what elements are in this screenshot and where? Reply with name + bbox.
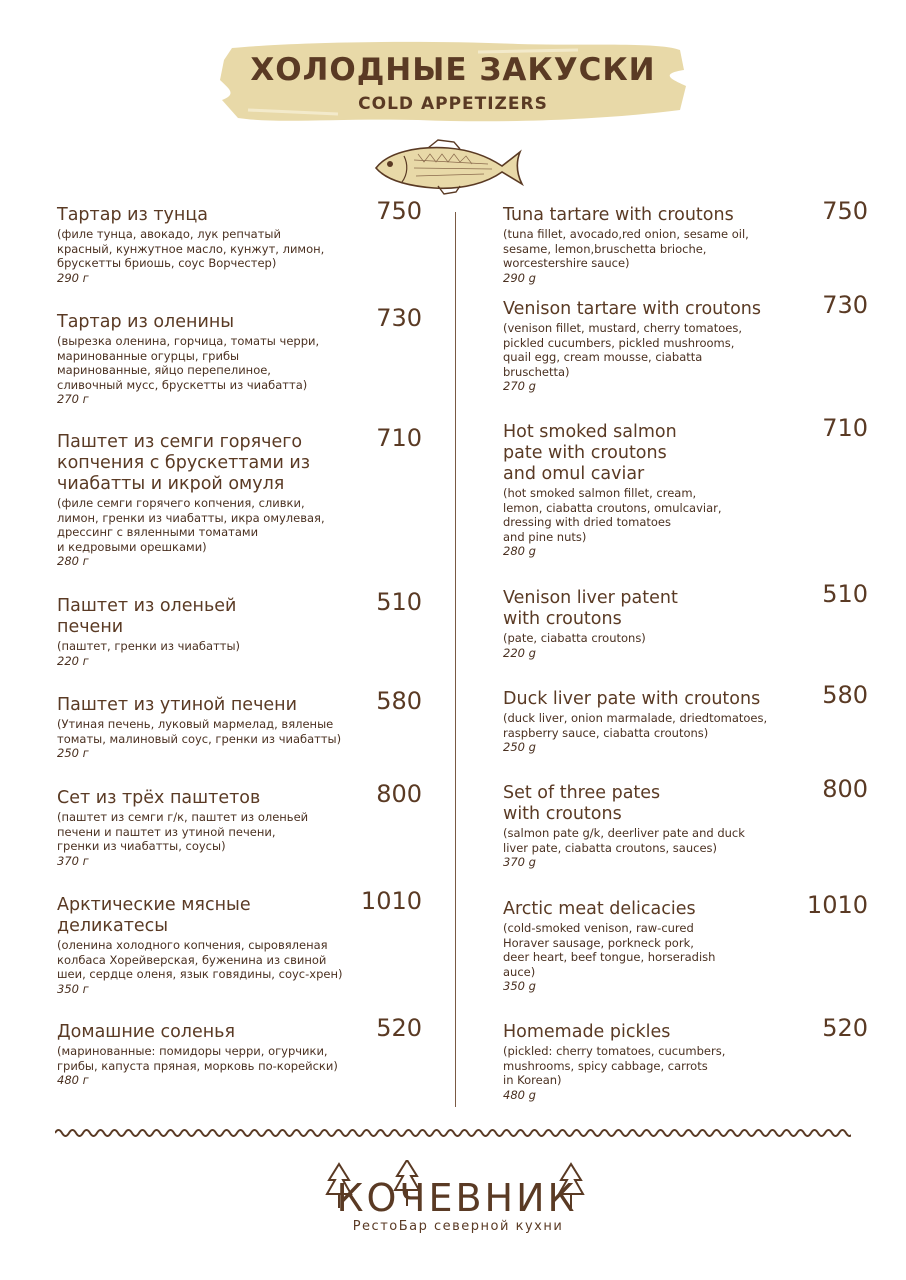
item-price: 580	[822, 681, 868, 709]
item-name: Venison tartare with croutons	[503, 299, 762, 319]
menu-item-en	[503, 197, 868, 285]
logo-tagline: РестоБар северной кухни	[352, 1219, 564, 1234]
item-description: (cold-smoked venison, raw-cured Horaver sausage, porkneck pork, deer heart, beef tongue, horseradish auce)	[503, 921, 716, 979]
item-description: (оленина холодного копчения, сыровяленая колбаса Хорейверская, буженина из свиной шеи, сердце оленя, язык говядины, соус-хрен)	[57, 938, 343, 981]
title-en: COLD APPETIZERS	[358, 94, 548, 114]
item-name: Сет из трёх паштетов	[57, 788, 261, 808]
item-price: 800	[376, 780, 422, 808]
menu-item-en	[503, 580, 868, 660]
item-description: (филе семги горячего копчения, сливки, лимон, гренки из чиабатты, икра омулевая, дрессинг с вяленными томатами и кедровыми орешками)	[57, 496, 325, 554]
item-price: 710	[822, 414, 868, 442]
item-description: (duck liver, onion marmalade, driedtomatoes, raspberry sauce, ciabatta croutons)	[503, 711, 768, 740]
item-price: 580	[376, 687, 422, 715]
menu-item-en	[503, 414, 868, 558]
item-weight: 290 g	[503, 270, 536, 285]
item-price: 1010	[806, 891, 868, 919]
item-description: (pate, ciabatta croutons)	[503, 631, 646, 645]
item-description: (salmon pate g/k, deerliver pate and duck liver pate, ciabatta croutons, sauces)	[503, 826, 745, 855]
item-description: (маринованные: помидоры черри, огурчики, грибы, капуста пряная, морковь по-корейски)	[57, 1044, 338, 1073]
item-description: (паштет, гренки из чиабатты)	[57, 639, 241, 653]
item-weight: 270 g	[503, 379, 536, 393]
item-price: 1010	[360, 887, 422, 915]
item-price: 750	[376, 197, 422, 225]
item-price: 520	[822, 1014, 868, 1042]
logo-wordmark: КОЧЕВНИК	[336, 1176, 578, 1220]
item-price: 750	[822, 197, 868, 225]
item-weight: 370 г	[57, 853, 89, 868]
column-divider	[455, 212, 456, 1107]
item-name: Tuna tartare with croutons	[503, 205, 734, 225]
item-description: (pickled: cherry tomatoes, cucumbers, mushrooms, spicy cabbage, carrots in Korean)	[503, 1044, 726, 1087]
item-weight: 280 г	[57, 554, 89, 568]
menu-item-ru	[57, 780, 422, 868]
item-weight: 480 г	[57, 1073, 89, 1087]
item-weight: 220 г	[57, 653, 89, 668]
item-weight: 480 g	[503, 1087, 536, 1102]
menu-item-ru	[57, 1014, 422, 1087]
item-price: 800	[822, 775, 868, 803]
menu-item-ru	[57, 304, 422, 406]
menu-item-en	[503, 891, 868, 993]
item-name: Set of three pates with croutons	[503, 783, 661, 824]
item-name: Домашние соленья	[57, 1022, 236, 1042]
menu-item-en	[503, 681, 868, 754]
item-name: Hot smoked salmon pate with croutons and omul caviar	[503, 422, 677, 484]
item-name: Паштет из семги горячего копчения с брускеттами из чиабатты и икрой омуля	[57, 432, 311, 494]
item-name: Паштет из оленьей печени	[57, 596, 237, 637]
item-description: (hot smoked salmon fillet, cream, lemon, ciabatta croutons, omulcaviar, dressing with dried tomatoes and pine nuts)	[503, 486, 722, 544]
item-weight: 290 г	[57, 270, 89, 285]
item-name: Duck liver pate with croutons	[503, 689, 761, 709]
item-weight: 250 g	[503, 740, 536, 754]
item-price: 710	[376, 424, 422, 452]
menu-item-en	[503, 291, 868, 393]
item-description: (venison fillet, mustard, cherry tomatoes, pickled cucumbers, pickled mushrooms, quail egg, cream mousse, ciabatta bruschetta)	[503, 321, 742, 379]
item-price: 510	[376, 588, 422, 616]
item-price: 730	[822, 291, 868, 319]
menu-item-ru	[57, 887, 422, 996]
menu-item-en	[503, 775, 868, 869]
item-name: Arctic meat delicacies	[503, 899, 696, 919]
menu-item-ru	[57, 687, 422, 760]
menu-item-ru	[57, 197, 422, 285]
item-description: (паштет из семги г/к, паштет из оленьей печени и паштет из утиной печени, гренки из чиабатты, соусы)	[57, 810, 309, 853]
item-weight: 250 г	[57, 746, 89, 760]
item-price: 520	[376, 1014, 422, 1042]
item-name: Паштет из утиной печени	[57, 695, 297, 715]
item-name: Venison liver patent with croutons	[503, 588, 678, 629]
item-name: Арктические мясные деликатесы	[57, 895, 251, 936]
item-name: Тартар из оленины	[57, 312, 235, 332]
item-weight: 220 g	[503, 645, 536, 660]
item-price: 730	[376, 304, 422, 332]
item-name: Homemade pickles	[503, 1022, 671, 1042]
header	[0, 0, 906, 130]
fish-icon	[368, 138, 528, 198]
item-weight: 280 g	[503, 544, 536, 558]
title-ru: ХОЛОДНЫЕ ЗАКУСКИ	[250, 52, 656, 88]
item-weight: 370 g	[503, 855, 536, 869]
item-description: (вырезка оленина, горчица, томаты черри, маринованные огурцы, грибы маринованные, яйцо перепелиное, сливочный мусс, брускетты из чиабатта)	[57, 334, 320, 392]
item-price: 510	[822, 580, 868, 608]
menu-item-ru	[57, 588, 422, 668]
item-weight: 350 g	[503, 979, 536, 993]
item-weight: 270 г	[57, 392, 89, 406]
item-weight: 350 г	[57, 981, 89, 996]
menu-item-en	[503, 1014, 868, 1102]
menu-item-ru	[57, 424, 422, 568]
wavy-divider	[55, 1126, 851, 1140]
item-description: (tuna fillet, avocado,red onion, sesame oil, sesame, lemon,bruschetta brioche, worcestershire sauce)	[503, 227, 749, 270]
item-description: (Утиная печень, луковый мармелад, вяленые томаты, малиновый соус, гренки из чиабатты)	[57, 717, 342, 746]
item-description: (филе тунца, авокадо, лук репчатый красный, кунжутное масло, кунжут, лимон, брускетты бриошь, соус Ворчестер)	[57, 227, 325, 270]
item-name: Тартар из тунца	[57, 205, 208, 225]
